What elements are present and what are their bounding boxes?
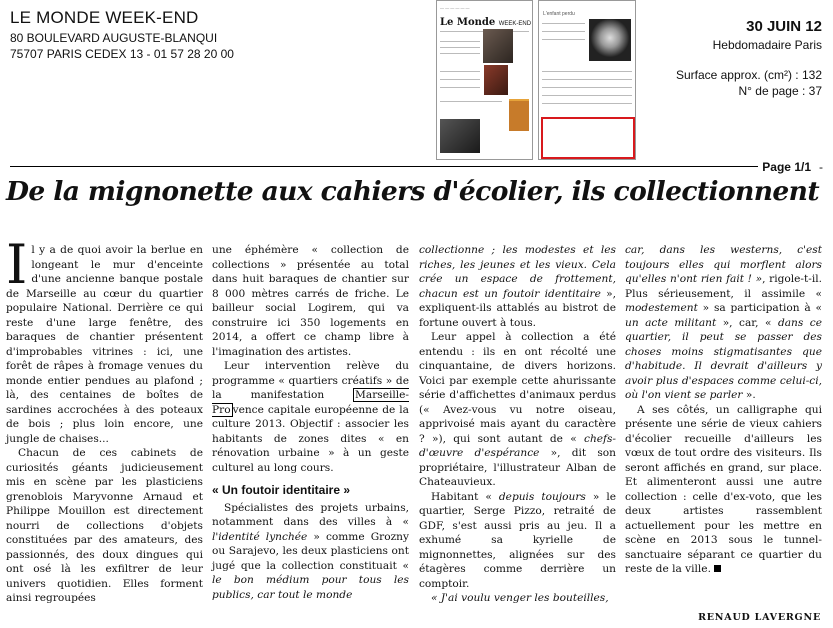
- quote-text: dans ce quartier, il peut se passer des choses moins stigmatisantes que d'habitude. Il devrait d'ailleurs y avoir plus d'espaces comme celui-ci, où l'on vient se parler: [625, 316, 822, 401]
- thumbnail-masthead: [440, 17, 531, 28]
- thumbnail-masthead-name: Le Monde: [440, 17, 496, 28]
- thumbnail-text-line: [440, 47, 480, 48]
- thumbnail-text-line: [542, 103, 632, 104]
- paragraph-text: Leur intervention relève du programme « quartiers créatifs » de la manifestation: [212, 360, 409, 401]
- issue-frequency: Hebdomadaire Paris: [712, 38, 822, 52]
- thumbnail-text-line: [440, 87, 480, 88]
- issue-info: [676, 18, 822, 99]
- thumbnail-text-line: [440, 101, 502, 102]
- address-line-2: 75707 PARIS CEDEX 13 - 01 57 28 20 00: [10, 47, 234, 61]
- paragraph-text: » sa participation à «: [697, 302, 822, 314]
- paragraph-text: » comme Grozny ou Sarajevo, les deux plasticiens ont jugé que la collection constituait «: [212, 530, 409, 572]
- paragraph: [625, 403, 822, 577]
- quote-text: chefs-d'œuvre d'espérance: [419, 432, 616, 459]
- article-subheading: « Un foutoir identitaire »: [212, 483, 351, 497]
- thumbnail-book-cover: [509, 101, 529, 131]
- thumbnail-text-line: [542, 23, 585, 24]
- page-marker: [758, 160, 823, 174]
- paragraph: [625, 243, 822, 403]
- thumbnail-text-line: [542, 31, 585, 32]
- publication-name: LE MONDE WEEK-END: [10, 8, 199, 27]
- paragraph-text: », dit son propriétaire, l'illustrateur Alban de Chateauvieux.: [419, 447, 616, 488]
- quote-text: car, dans les westerns, c'est toujours elles qui morflent alors qu'elles n'ont rien fait ! »: [625, 244, 822, 285]
- quote-text: modestement: [625, 302, 698, 314]
- thumbnail-portrait-photo: [589, 19, 631, 61]
- quote-text: un acte militant: [625, 316, 717, 329]
- thumbnail-topline: — — — — — —: [440, 5, 470, 10]
- drop-cap: I: [6, 233, 28, 296]
- paragraph-text: Habitant «: [431, 490, 499, 503]
- paragraph-text: ».: [742, 389, 756, 401]
- address-line-1: 80 BOULEVARD AUGUSTE-BLANQUI: [10, 31, 218, 45]
- thumbnail-page-2-caption: L'enfant perdu: [543, 11, 575, 17]
- paragraph: Chacun de ces cabinets de curiosités géants judicieusement mis en scène par les plasticiens grenoblois Maryvonne Arnaud et Philippe Mouillon est directement nourri de collections d'objets constituées par des amateurs, des passionnés, des doux dingues qui ont osé là les exfiltrer de leur univers quotidien. Elles forment ainsi regroupées: [6, 447, 203, 604]
- thumbnail-text-line: [440, 41, 480, 42]
- publication-header: [10, 8, 234, 62]
- page-marker-dash: -: [819, 160, 823, 174]
- quote-text: depuis toujours: [498, 490, 586, 503]
- thumbnail-text-line: [440, 79, 480, 80]
- article-column-3: [419, 243, 616, 606]
- paragraph-text: Spécialistes des projets urbains, notamment dans des villes à «: [212, 501, 409, 528]
- paragraph: [419, 330, 616, 490]
- paragraph-text: », car, «: [716, 316, 778, 329]
- paragraph-text: vence capitale européenne de la culture 2013. Objectif : associer les habitants de zones dites « en rénovation urbaine » à un geste culturel au long cours.: [212, 403, 409, 474]
- end-of-article-square-icon: [714, 565, 721, 572]
- thumbnail-text-line: [542, 79, 632, 80]
- paragraph-text: » le quartier, Serge Pizzo, retraité de GDF, s'est aussi pris au jeu. Il a exhumé sa kyrielle de mignonnettes, alignées sur des étagères comme derrière un comptoir.: [419, 490, 617, 590]
- paragraph-text: », expliquent-ils attablés au bistrot de fortune ouvert à tous.: [419, 287, 617, 329]
- paragraph: [6, 233, 203, 446]
- thumbnail-text-line: [542, 95, 632, 96]
- thumbnail-photo-2: [484, 65, 508, 95]
- thumbnail-page-1: [436, 0, 533, 160]
- page-marker-text: Page 1/1: [762, 160, 811, 174]
- thumbnail-photo-3: [440, 119, 480, 153]
- article-column-1: [6, 233, 203, 606]
- surface-area: Surface approx. (cm²) : 132: [675, 68, 822, 82]
- paragraph-text: A ses côtés, un calligraphe qui présente une série de vieux cahiers d'écolier recueille d'ailleurs les vœux de tout ordre des visiteurs. Ils seront affichés en grand, sur place. Et alimenteront aussi une autre collection : celle d'ex-voto, que les deux artistes rassemblent actuellement pour les mettre en scène en 2013 sous le tunnel-sanctuaire séparant ce quartier du reste de la ville.: [625, 403, 822, 575]
- article-column-2: [212, 243, 409, 602]
- article-location-highlight: [541, 117, 635, 159]
- paragraph-text: , rigole-t-il. Plus sérieusement, il assimile «: [625, 273, 822, 300]
- paragraph: [212, 501, 409, 603]
- thumbnail-masthead-suffix: WEEK-END: [498, 21, 532, 27]
- header-rule: [10, 166, 762, 167]
- issue-date: 30 JUIN 12: [746, 18, 822, 35]
- thumbnail-page-2: [538, 0, 636, 160]
- paragraph: [419, 490, 616, 592]
- paragraph-text: l y a de quoi avoir la berlue en longeant le mur d'enceinte d'une ancienne banque postale de Marseille au cœur du quartier populaire National. Derrière ce qui reste d'une large fenêtre, des baraques de chantier présentent d'improbables vitrines : ici, une forêt de râpes à fromage venues du monde entier pendues au plafond ; là, des centaines de boîtes de sardines accrochées à des poteaux de bois ; plus loin encore, une jungle de chaises...: [6, 244, 203, 445]
- quote-text: l'identité lynchée: [212, 530, 308, 543]
- thumbnail-text-line: [542, 87, 632, 88]
- thumbnail-text-line: [440, 53, 480, 54]
- article-title: De la mignonette aux cahiers d'écolier, ils collectionnent: [6, 176, 819, 207]
- quote-text: collectionne ; les modestes et les riches, les jeunes et les vieux. Cela crée un espace de frottement, chacun est un foutoir identitaire: [419, 244, 616, 300]
- paragraph-text: Leur appel à collection a été entendu : ils en ont récolté une cinquantaine, de divers horizons. Voici par exemple cette ahurissante série d'affichettes d'animaux perdus (« Avez-vous vu notre oiseau, apprivoisé mais ayant du caractère ? »), qui sont autant de «: [419, 331, 616, 445]
- thumbnail-text-line: [440, 71, 480, 72]
- thumbnail-photo-1: [483, 29, 513, 63]
- thumbnail-text-line: [542, 39, 585, 40]
- paragraph: [212, 359, 409, 475]
- quote-paragraph: « J'ai voulu venger les bouteilles,: [431, 592, 609, 604]
- thumbnail-text-line: [542, 71, 632, 72]
- highlighted-term: Marseille-Pro: [212, 389, 409, 416]
- paragraph: [419, 243, 616, 330]
- author-signature: RENAUD LAVERGNE: [698, 612, 821, 623]
- paragraph: une éphémère « collection de collections » présentée au total dans huit baraques de chantier sur 8 000 mètres carrés de friche. Le bailleur social Logirem, qui va construire ici 350 logements en 2014, a offert ce champ libre à l'imagination des artistes.: [212, 244, 409, 358]
- page-thumbnails: [436, 0, 636, 160]
- article-column-4: [625, 243, 822, 577]
- page-number: N° de page : 37: [738, 84, 822, 98]
- quote-text: le bon médium pour tous les publics, car tout le monde: [212, 574, 409, 601]
